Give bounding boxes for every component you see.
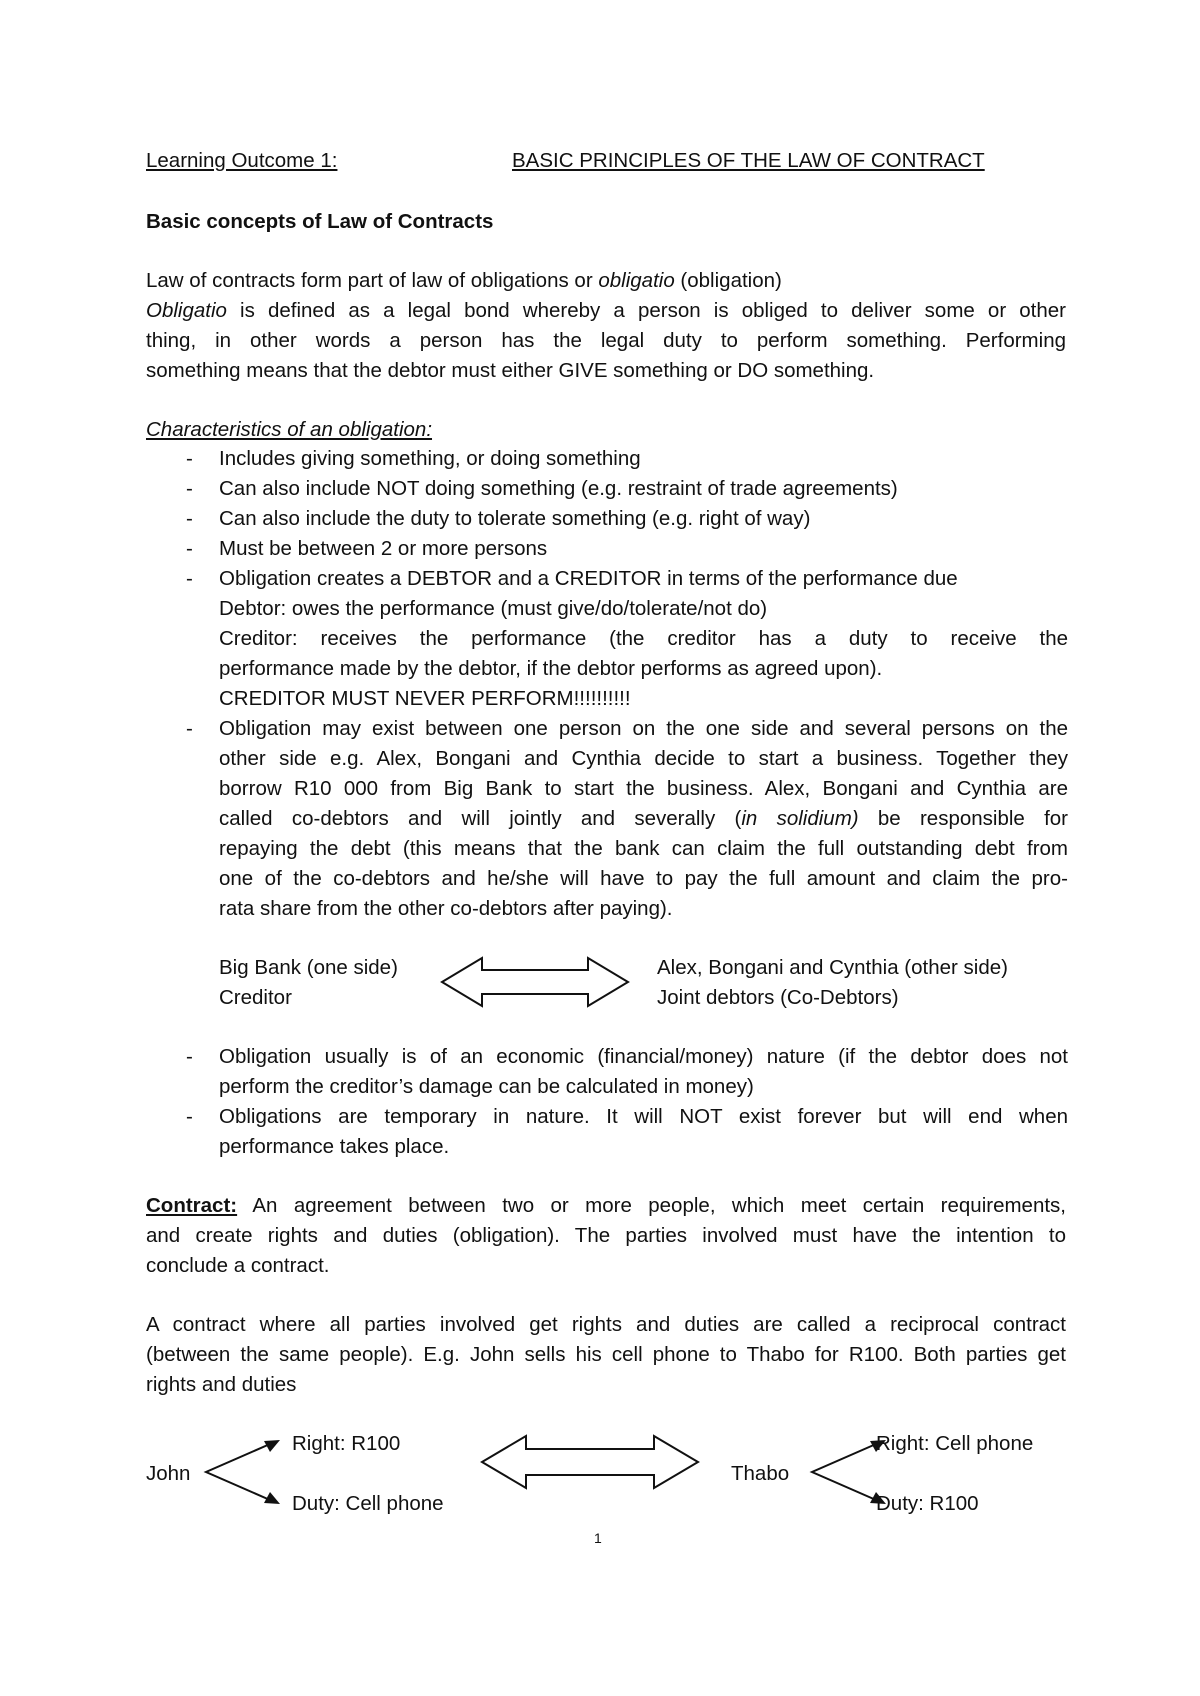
thabo-label: Thabo — [731, 1462, 790, 1485]
john-duty-label: Duty: Cell phone — [292, 1492, 444, 1515]
characteristic-item: Includes giving something, or doing something — [219, 447, 641, 470]
thabo-duty-label: Duty: R100 — [876, 1492, 979, 1515]
several-persons-line-3: borrow R10 000 from Big Bank to start the business. Alex, Bongani and Cynthia are — [219, 777, 1068, 800]
several-persons-line-2: other side e.g. Alex, Bongani and Cynthia decide to start a business. Together they — [219, 747, 1068, 770]
economic-nature-line-1: Obligation usually is of an economic (financial/money) nature (if the debtor does not — [219, 1045, 1068, 1068]
definition-term: Obligatio — [146, 299, 227, 322]
contract-definition-line-3: conclude a contract. — [146, 1254, 330, 1277]
characteristic-item: Can also include the duty to tolerate something (e.g. right of way) — [219, 507, 811, 530]
double-arrow-icon-2 — [480, 1433, 700, 1491]
debtor-definition: Debtor: owes the performance (must give/do/tolerate/not do) — [219, 597, 768, 620]
several-persons-line-5: repaying the debt (this means that the bank can claim the full outstanding debt from — [219, 837, 1068, 860]
creditor-never-perform: CREDITOR MUST NEVER PERFORM!!!!!!!!!! — [219, 687, 631, 710]
bullet-dash: - — [186, 1045, 193, 1068]
reciprocal-line-2: (between the same people). E.g. John sells his cell phone to Thabo for R100. Both parties get — [146, 1343, 1066, 1366]
double-arrow-shape-2 — [482, 1436, 698, 1488]
section-heading: Basic concepts of Law of Contracts — [146, 210, 494, 233]
bullet-dash: - — [186, 447, 193, 470]
page-number: 1 — [594, 1530, 602, 1546]
debtor-side-label: Alex, Bongani and Cynthia (other side) — [657, 956, 1008, 979]
debtor-role-label: Joint debtors (Co-Debtors) — [657, 986, 899, 1009]
temporary-nature-line-2: performance takes place. — [219, 1135, 450, 1158]
contract-definition-text: An agreement between two or more people, which meet certain requirements, — [237, 1194, 1066, 1217]
creditor-definition-line-2: performance made by the debtor, if the debtor performs as agreed upon). — [219, 657, 883, 680]
economic-nature-line-2: perform the creditor’s damage can be calculated in money) — [219, 1075, 754, 1098]
characteristic-item: Obligation creates a DEBTOR and a CREDITOR in terms of the performance due — [219, 567, 958, 590]
intro-line-1 — [146, 266, 782, 296]
bullet-dash: - — [186, 567, 193, 590]
learning-outcome-label: Learning Outcome 1: — [146, 149, 338, 172]
double-arrow-shape — [442, 958, 628, 1006]
reciprocal-line-1: A contract where all parties involved get rights and duties are called a reciprocal contract — [146, 1313, 1066, 1336]
bullet-dash: - — [186, 717, 193, 740]
definition-line-1 — [146, 296, 1066, 326]
branch-lines — [206, 1444, 270, 1500]
contract-definition-line-2: and create rights and duties (obligation). The parties involved must have the intention to — [146, 1224, 1066, 1247]
bullet-dash: - — [186, 477, 193, 500]
intro-text: Law of contracts form part of law of obligations or — [146, 269, 599, 292]
bullet-dash: - — [186, 507, 193, 530]
characteristics-heading: Characteristics of an obligation: — [146, 418, 433, 441]
bullet-dash: - — [186, 537, 193, 560]
in-solidium-term: in solidium) — [741, 807, 859, 830]
document-title: BASIC PRINCIPLES OF THE LAW OF CONTRACT — [512, 149, 985, 172]
definition-text: is defined as a legal bond whereby a person is obliged to deliver some or other — [226, 299, 1066, 322]
characteristic-item: Must be between 2 or more persons — [219, 537, 548, 560]
several-persons-line-6: one of the co-debtors and he/she will have to pay the full amount and claim the pro- — [219, 867, 1068, 890]
contract-label: Contract: — [146, 1194, 238, 1217]
creditor-side-label: Big Bank (one side) — [219, 956, 398, 979]
creditor-definition-line-1: Creditor: receives the performance (the creditor has a duty to receive the — [219, 627, 1068, 650]
john-right-label: Right: R100 — [292, 1432, 401, 1455]
temporary-nature-line-1: Obligations are temporary in nature. It will NOT exist forever but will end when — [219, 1105, 1068, 1128]
several-persons-line-1: Obligation may exist between one person on the one side and several persons on the — [219, 717, 1068, 740]
several-persons-line-7: rata share from the other co-debtors after paying). — [219, 897, 673, 920]
intro-text-end: (obligation) — [674, 269, 782, 292]
definition-line-3: something means that the debtor must either GIVE something or DO something. — [146, 359, 875, 382]
characteristic-item: Can also include NOT doing something (e.g. restraint of trade agreements) — [219, 477, 898, 500]
several-persons-line-4 — [219, 804, 1068, 834]
john-label: John — [146, 1462, 191, 1485]
branch-arrows-icon — [200, 1432, 290, 1512]
contract-definition-line-1 — [146, 1191, 1066, 1221]
thabo-right-label: Right: Cell phone — [876, 1432, 1034, 1455]
branch-lines-2 — [812, 1444, 876, 1500]
definition-line-2: thing, in other words a person has the legal duty to perform something. Performing — [146, 329, 1066, 352]
double-arrow-icon — [440, 955, 630, 1009]
reciprocal-line-3: rights and duties — [146, 1373, 297, 1396]
creditor-role-label: Creditor — [219, 986, 292, 1009]
several-persons-text: called co-debtors and will jointly and severally ( — [219, 807, 742, 830]
several-persons-text-end: be responsible for — [858, 807, 1069, 830]
bullet-dash: - — [186, 1105, 193, 1128]
intro-italic-term: obligatio — [598, 269, 675, 292]
